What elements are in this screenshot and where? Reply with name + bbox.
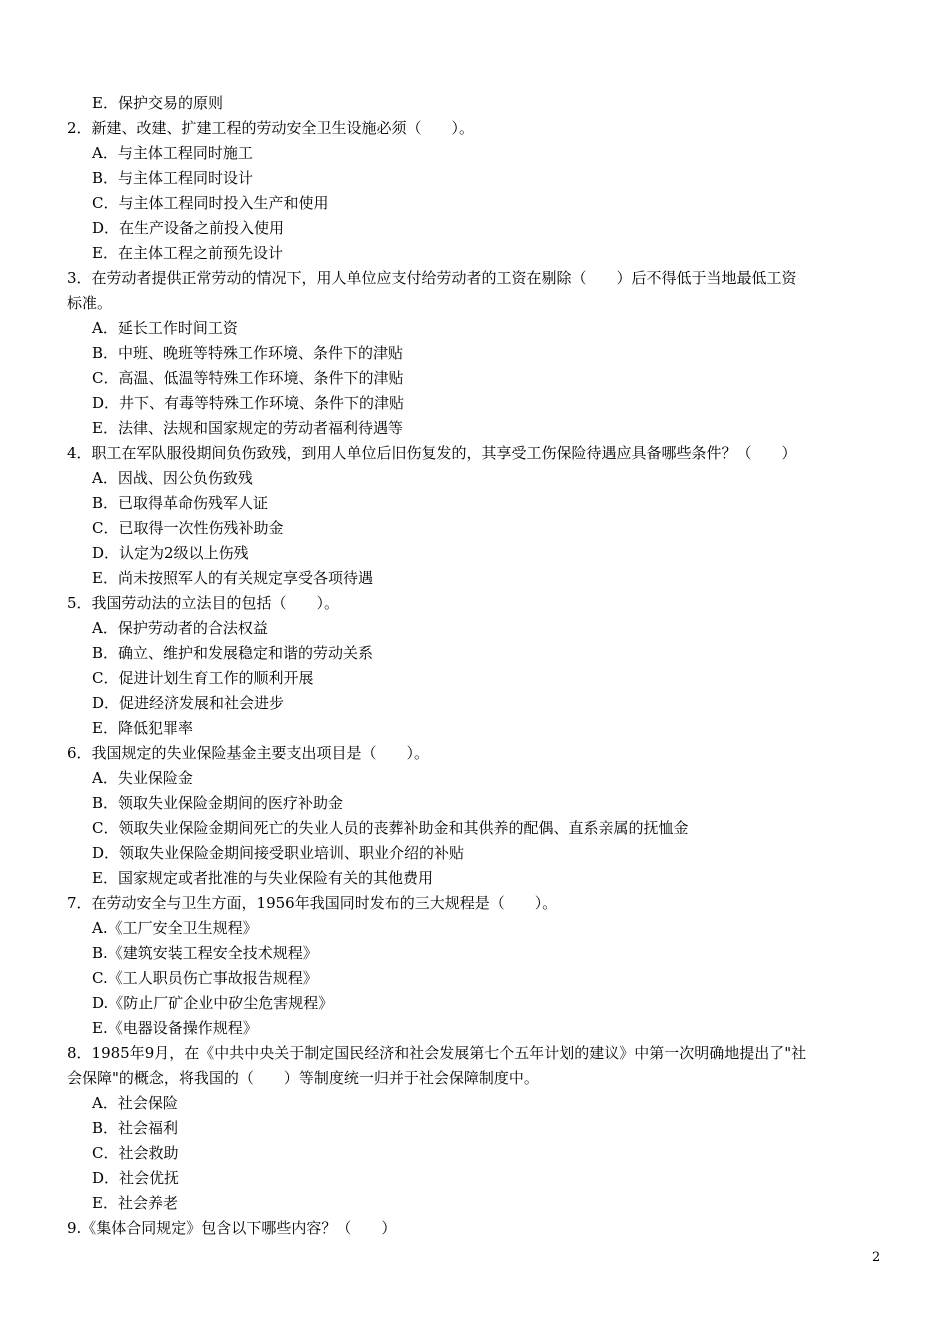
option-line: E．在主体工程之前预先设计 (92, 244, 283, 262)
question-continuation-line: 标准。 (67, 294, 113, 312)
option-line: E．尚未按照军人的有关规定享受各项待遇 (92, 569, 373, 587)
option-line: E.《电器设备操作规程》 (92, 1019, 258, 1037)
option-line: D．社会优抚 (92, 1169, 180, 1187)
question-list (67, 91, 883, 1241)
option-line: E．国家规定或者批准的与失业保险有关的其他费用 (92, 869, 433, 887)
option-line: C．高温、低温等特殊工作环境、条件下的津贴 (92, 369, 404, 387)
option-line: E．社会养老 (92, 1194, 178, 1212)
option-line: C．与主体工程同时投入生产和使用 (92, 194, 329, 212)
question-line: 7．在劳动安全与卫生方面，1956年我国同时发布的三大规程是（ ）。 (67, 894, 558, 912)
option-line: D.《防止厂矿企业中矽尘危害规程》 (92, 994, 334, 1012)
option-line: D．井下、有毒等特殊工作环境、条件下的津贴 (92, 394, 405, 412)
option-line: B．确立、维护和发展稳定和谐的劳动关系 (92, 644, 374, 662)
option-line: D．认定为2级以上伤残 (92, 544, 249, 562)
option-line: B．社会福利 (92, 1119, 179, 1137)
option-line: C.《工人职员伤亡事故报告规程》 (92, 969, 318, 987)
option-line: C．领取失业保险金期间死亡的失业人员的丧葬补助金和其供养的配偶、直系亲属的抚恤金 (92, 819, 689, 837)
option-line: E．法律、法规和国家规定的劳动者福利待遇等 (92, 419, 403, 437)
option-line: C．促进计划生育工作的顺利开展 (92, 669, 314, 687)
option-line: A．因战、因公负伤致残 (92, 469, 253, 487)
option-line: A.《工厂安全卫生规程》 (92, 919, 258, 937)
page-number: 2 (872, 1250, 881, 1265)
question-continuation-line: 会保障"的概念，将我国的（ ）等制度统一归并于社会保障制度中。 (67, 1069, 539, 1087)
question-line: 3．在劳动者提供正常劳动的情况下，用人单位应支付给劳动者的工资在剔除（ ）后不得低于当地最低工资 (67, 269, 797, 287)
option-line: A．失业保险金 (92, 769, 193, 787)
option-line: B．与主体工程同时设计 (92, 169, 254, 187)
question-line: 2．新建、改建、扩建工程的劳动安全卫生设施必须（ ）。 (67, 119, 475, 137)
option-line: A．社会保险 (92, 1094, 178, 1112)
question-line: 8．1985年9月，在《中共中央关于制定国民经济和社会发展第七个五年计划的建议》中第一次明确地提出了"社 (67, 1044, 807, 1062)
option-line: B．领取失业保险金期间的医疗补助金 (92, 794, 344, 812)
option-line: B．中班、晚班等特殊工作环境、条件下的津贴 (92, 344, 404, 362)
question-line: 6．我国规定的失业保险基金主要支出项目是（ ）。 (67, 744, 430, 762)
option-line: C．社会救助 (92, 1144, 179, 1162)
option-line: A．保护劳动者的合法权益 (92, 619, 268, 637)
question-line: 4．职工在军队服役期间负伤致残，到用人单位后旧伤复发的，其享受工伤保险待遇应具备哪些条件？（ ） (67, 444, 797, 462)
option-line: C．已取得一次性伤残补助金 (92, 519, 284, 537)
option-line: A．延长工作时间工资 (92, 319, 238, 337)
option-line: E．降低犯罪率 (92, 719, 193, 737)
option-line: B.《建筑安装工程安全技术规程》 (92, 944, 318, 962)
question-line: 5．我国劳动法的立法目的包括（ ）。 (67, 594, 340, 612)
option-line: E．保护交易的原则 (92, 94, 223, 112)
option-line: B．已取得革命伤残军人证 (92, 494, 269, 512)
option-line: A．与主体工程同时施工 (92, 144, 253, 162)
option-line: D．领取失业保险金期间接受职业培训、职业介绍的补贴 (92, 844, 465, 862)
option-line: D．促进经济发展和社会进步 (92, 694, 285, 712)
option-line: D．在生产设备之前投入使用 (92, 219, 285, 237)
question-line: 9.《集体合同规定》包含以下哪些内容？（ ） (67, 1219, 397, 1237)
